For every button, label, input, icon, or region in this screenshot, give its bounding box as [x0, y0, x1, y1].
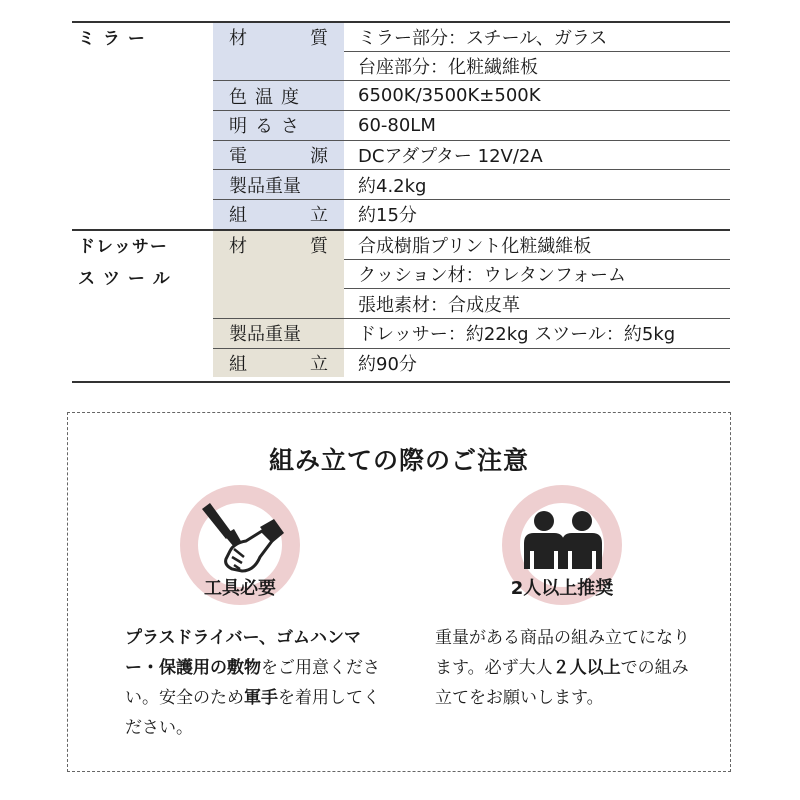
people-label: 2人以上推奨 — [510, 578, 614, 599]
stool-category: ドレッサー ス ツ ー ル — [72, 229, 213, 379]
label-color-temp: 色温度 — [213, 80, 344, 110]
label-stool-assembly: 組 立 — [213, 348, 344, 378]
value-color-temp: 6500K/3500K±500K — [344, 80, 730, 110]
value-assembly: 約15分 — [344, 199, 730, 229]
table-bottom-rule — [72, 381, 730, 383]
mirror-category: ミ ラ ー — [72, 21, 213, 232]
value-brightness: 60-80LM — [344, 110, 730, 140]
label-power: 電 源 — [213, 140, 344, 170]
value-stool-assembly: 約90分 — [344, 348, 730, 378]
label-brightness: 明るさ — [213, 110, 344, 140]
value-base: 台座部分：化粧繊維板 — [344, 51, 730, 81]
assembly-notice — [67, 412, 731, 772]
value-cushion: クッション材：ウレタンフォーム — [344, 259, 730, 289]
spec-table — [72, 21, 730, 377]
value-stool-material: 合成樹脂プリント化粧繊維板 — [344, 229, 730, 259]
label-stool-material: 材 質 — [213, 229, 344, 259]
label-assembly: 組 立 — [213, 199, 344, 229]
label-material: 材 質 — [213, 21, 344, 51]
value-weight: 約4.2kg — [344, 169, 730, 199]
label-weight: 製品重量 — [213, 169, 344, 199]
value-material: ミラー部分：スチール、ガラス — [344, 21, 730, 51]
value-upholstery: 張地素材：合成皮革 — [344, 288, 730, 318]
tools-note: プラスドライバー、ゴムハンマー・保護用の敷物をご用意ください。安全のため軍手を着用してください。 — [125, 628, 380, 738]
label-stool-weight: 製品重量 — [213, 318, 344, 348]
value-power: DCアダプター 12V/2A — [344, 140, 730, 170]
value-stool-weight: ドレッサー：約22kg スツール：約5kg — [344, 318, 730, 348]
tools-label: 工具必要 — [204, 578, 276, 599]
notice-title: 組み立ての際のご注意 — [268, 446, 529, 475]
people-note: 重量がある商品の組み立てになります。必ず大人２人以上での組み立てをお願いします。 — [435, 628, 690, 708]
